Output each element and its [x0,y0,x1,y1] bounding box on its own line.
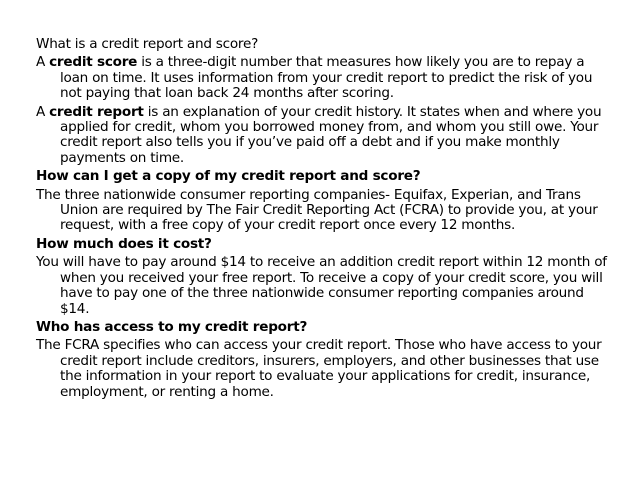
credit-score-paragraph [36,55,616,101]
intro-question: What is a credit report and score? [36,36,259,52]
credit-score-prefix: A [36,54,50,71]
slide-content [36,37,616,403]
cost-answer: You will have to pay around $14 to receive an addition credit report within 12 month of when you received your free report. To receive a copy of your credit score, you will have to pay one of the three nationwide consumer reporting companies around $14. [36,254,607,317]
credit-report-prefix: A [36,103,50,120]
access-answer: The FCRA specifies who can access your credit report. Those who have access to your credit report include creditors, insurers, employers, and other businesses that use the information in your report to evaluate your applications for credit, insurance, employment, or renting a home. [36,337,602,400]
credit-report-term: credit report [49,103,144,120]
credit-score-definition: is a three-digit number that measures how likely you are to repay a loan on time. It uses information from your credit report to predict the risk of you not paying that loan back 24 months after scoring. [60,54,593,102]
credit-score-term: credit score [49,54,138,71]
copy-question-heading: How can I get a copy of my credit report and score? [36,168,421,185]
credit-report-paragraph [36,105,616,167]
access-question-heading: Who has access to my credit report? [36,318,308,335]
credit-report-definition: is an explanation of your credit history. It states when and where you applied for credit, whom you borrowed money from, and whom you still owe. Your credit report also tells you if you’ve paid off a debt and if you make monthly payments on time. [60,103,602,166]
cost-question-heading: How much does it cost? [36,235,212,252]
copy-answer: The three nationwide consumer reporting companies- Equifax, Experian, and Trans Union are required by The Fair Credit Reporting Act (FCRA) to provide you, at your request, with a free copy of your credit report once every 12 months. [36,186,598,234]
